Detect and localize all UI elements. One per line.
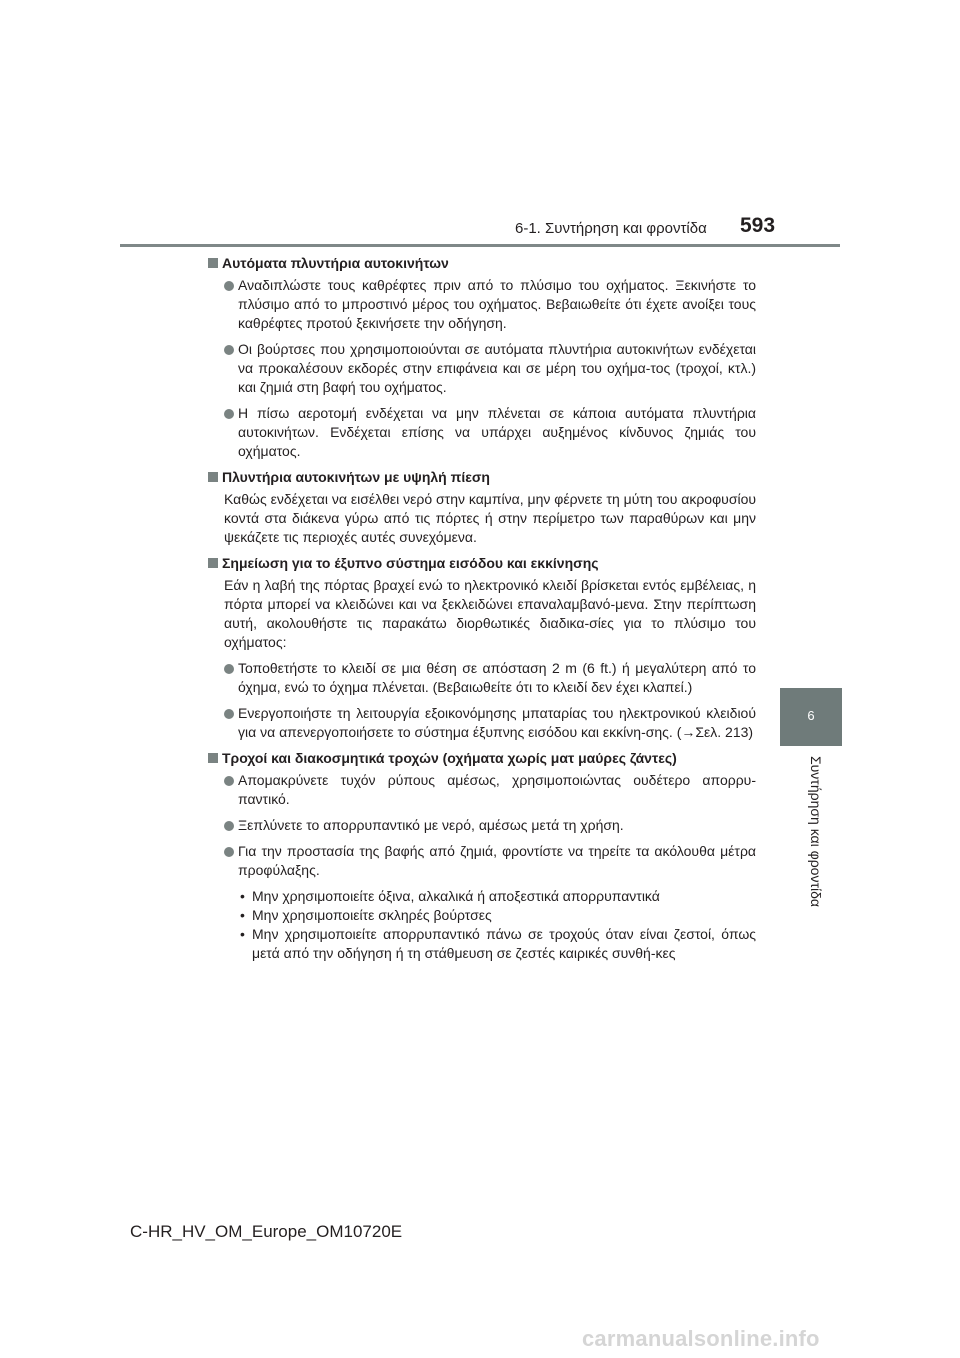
sub-list-item [208,887,756,906]
bullet-text: Τοποθετήστε το κλειδί σε μια θέση σε απόσταση 2 m (6 ft.) ή μεγαλύτερη από το όχημα, ενώ το όχημα πλένεται. (Βεβαιωθείτε ότι το κλειδί δεν έχει κλαπεί.) [238,660,756,695]
chapter-number: 6 [807,708,815,723]
circle-bullet-icon [224,281,234,291]
bullet-item [208,704,756,742]
sub-item-text: Μην χρησιμοποιείτε όξινα, αλκαλικά ή αποξεστικά απορρυπαντικά [252,888,660,904]
square-bullet-icon [208,472,218,482]
bullet-text: Αναδιπλώστε τους καθρέφτες πριν από το πλύσιμο του οχήματος. Ξεκινήστε το πλύσιμο από το μπροστινό μέρος του οχήματος. Βεβαιωθείτε ότι έχετε ανοίξει τους καθρέφτες προτού ξεκινήσετε την οδήγηση. [238,277,756,331]
sub-bullet-marker: • [240,926,245,942]
circle-bullet-icon [224,345,234,355]
bullet-item [208,404,756,461]
section-heading [208,554,756,573]
square-bullet-icon [208,258,218,268]
sub-item-text: Μην χρησιμοποιείτε σκληρές βούρτσες [252,907,492,923]
header-section-title: 6-1. Συντήρηση και φροντίδα [515,220,707,237]
header-divider [120,244,840,247]
circle-bullet-icon [224,847,234,857]
bullet-text: Οι βούρτσες που χρησιμοποιούνται σε αυτόματα πλυντήρια αυτοκινήτων ενδέχεται να προκαλέσουν εκδορές στην επιφάνεια και σε μέρη του οχήμα-τος (τροχοί, κτλ.) και ζημιά στη βαφή του οχήματος. [238,341,756,395]
heading-text: Αυτόματα πλυντήρια αυτοκινήτων [222,255,449,271]
page-number: 593 [740,214,776,237]
bullet-text: Ενεργοποιήστε τη λειτουργία εξοικονόμησης μπαταρίας του ηλεκτρονικού κλειδιού για να απενεργοποιήσετε το σύστημα έξυπνης εισόδου και εκκίνη-σης. (→Σελ. 213) [238,705,756,740]
section-paragraph: Καθώς ενδέχεται να εισέλθει νερό στην καμπίνα, μην φέρνετε τη μύτη του ακροφυσίου κοντά στα διάκενα γύρω από τις πόρτες ή στην περίμετρο των παραθύρων και μην ψεκάζετε τις περιοχές αυτές συνεχόμενα. [224,491,757,545]
heading-text: Σημείωση για το έξυπνο σύστημα εισόδου και εκκίνησης [222,555,599,571]
bullet-text: Απομακρύνετε τυχόν ρύπους αμέσως, χρησιμοποιώντας ουδέτερο απορρυ-παντικό. [238,772,756,807]
bullet-item [208,340,756,397]
square-bullet-icon [208,558,218,568]
bullet-item [208,276,756,333]
bullet-text: Για την προστασία της βαφής από ζημιά, φροντίστε να τηρείτε τα ακόλουθα μέτρα προφύλαξης. [238,843,756,878]
heading-text: Τροχοί και διακοσμητικά τροχών (οχήματα χωρίς ματ μαύρες ζάντες) [222,750,677,766]
circle-bullet-icon [224,664,234,674]
heading-text: Πλυντήρια αυτοκινήτων με υψηλή πίεση [222,469,490,485]
chapter-label: Συντήρηση και φροντίδα [808,756,824,907]
circle-bullet-icon [224,709,234,719]
section-heading [208,468,756,487]
circle-bullet-icon [224,409,234,419]
circle-bullet-icon [224,821,234,831]
sub-list-item [208,906,756,925]
bullet-item [208,771,756,809]
bullet-text: Ξεπλύνετε το απορρυπαντικό με νερό, αμέσως μετά τη χρήση. [238,817,624,833]
section-heading [208,749,756,768]
bullet-text: Η πίσω αεροτομή ενδέχεται να μην πλένεται σε κάποια αυτόματα πλυντήρια αυτοκινήτων. Ενδέχεται επίσης να υπάρχει αυξημένος κίνδυνος ζημιάς του οχήματος. [238,405,756,459]
chapter-tab [780,688,842,746]
watermark-link[interactable]: carmanualsonline.info [582,1326,820,1351]
sub-item-text: Μην χρησιμοποιείτε απορρυπαντικό πάνω σε τροχούς όταν είναι ζεστοί, όπως μετά από την οδήγηση ή τη στάθμευση σε ζεστές καιρικές συνθή-κες [252,926,756,961]
section-heading [208,254,756,273]
bullet-item [208,659,756,697]
sub-bullet-marker: • [240,907,245,923]
sub-bullet-marker: • [240,888,245,904]
section-paragraph: Εάν η λαβή της πόρτας βραχεί ενώ το ηλεκτρονικό κλειδί βρίσκεται εντός εμβέλειας, η πόρτα μπορεί να κλειδώνει και να ξεκλειδώνει επαναλαμβανό-μενα. Στην περίπτωση αυτή, ακολουθήστε τις παρακάτω διορθωτικές διαδικα-σίες για το πλύσιμο του οχήματος: [224,577,756,650]
bullet-item [208,842,756,880]
bullet-item [208,816,756,835]
sub-list-item [208,925,756,963]
circle-bullet-icon [224,776,234,786]
square-bullet-icon [208,753,218,763]
page-content [208,254,756,963]
document-code: C-HR_HV_OM_Europe_OM10720E [130,1222,403,1241]
